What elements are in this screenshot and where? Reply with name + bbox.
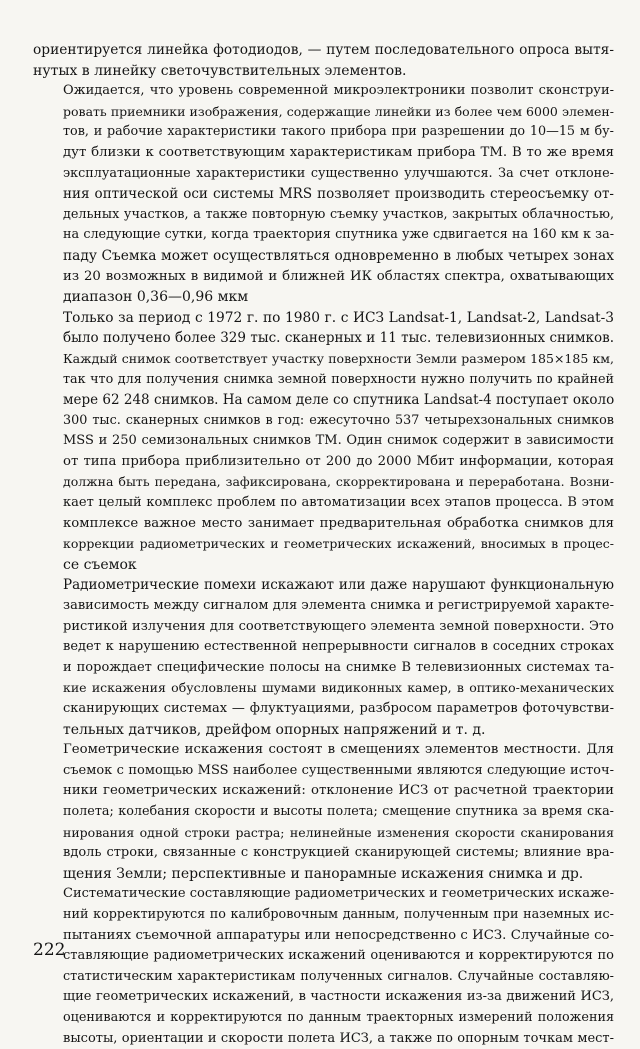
paragraph [33,40,614,81]
text-line: Ожидается, что уровень современной микроэлектроники позволит сконструи- [33,81,614,102]
text-line: Каждый снимок соответствует участку поверхности Земли размером 185×185 км, [33,349,614,370]
text-line: статистическим характеристикам полученных сигналов. Случайные составляю- [33,967,614,988]
text-line: на следующие сутки, когда траектория спутника уже сдвигается на 160 км к за- [33,225,614,246]
text-line: Радиометрические помехи искажают или даже нарушают функциональную [33,575,614,596]
text-line: се съемок [33,555,614,576]
text-line: полета; колебания скорости и высоты полета; смещение спутника за время ска- [33,802,614,823]
text-line: MSS и 250 семизональных снимков ТМ. Один снимок содержит в зависимости [33,431,614,452]
text-line: зависимость между сигналом для элемента снимка и регистрируемой характе- [33,596,614,617]
text-line: 300 тыс. сканерных снимков в год: ежесуточно 537 четырехзональных снимков [33,411,614,432]
text-line: кает целый комплекс проблем по автоматизации всех этапов процесса. В этом [33,493,614,514]
text-line: было получено более 329 тыс. сканерных и 11 тыс. телевизионных снимков. [33,328,614,349]
paragraph [33,575,614,740]
text-line: щения Земли; перспективные и панорамные искажения снимка и др. [33,864,614,885]
text-line: от типа прибора приблизительно от 200 до 2000 Мбит информации, которая [33,452,614,473]
paragraph [33,308,614,576]
text-line: нутых в линейку светочувствительных элементов. [33,61,614,82]
text-line: тельных датчиков, дрейфом опорных напряжений и т. д. [33,720,614,741]
text-line: ний корректируются по калибровочным данным, полученным при наземных ис- [33,905,614,926]
paragraph [33,740,614,884]
text-line: паду Съемка может осуществляться одновременно в любых четырех зонах [33,246,614,267]
text-line: тов, и рабочие характеристики такого прибора при разрешении до 10—15 м бу- [33,122,614,143]
paragraph [33,81,614,308]
text-line: ристикой излучения для соответствующего элемента земной поверхности. Это [33,617,614,638]
text-line: ники геометрических искажений: отклонение ИСЗ от расчетной траектории [33,781,614,802]
text-line: из 20 возможных в видимой и ближней ИК областях спектра, охватывающих [33,267,614,288]
text-line: дельных участков, а также повторную съемку участков, закрытых облачностью, [33,205,614,226]
text-line: эксплуатационные характеристики существенно улучшаются. За счет отклоне- [33,164,614,185]
text-line: и порождает специфические полосы на снимке В телевизионных системах та- [33,658,614,679]
text-line: ровать приемники изображения, содержащие линейки из более чем 6000 элемен- [33,102,614,123]
text-line: ведет к нарушению естественной непрерывности сигналов в соседних строках [33,637,614,658]
text-line: съемок с помощью MSS наиболее существенными являются следующие источ- [33,761,614,782]
text-line: диапазон 0,36—0,96 мкм [33,287,614,308]
page-number: 222 [33,940,65,961]
text-line: Систематические составляющие радиометрических и геометрических искаже- [33,884,614,905]
text-line: должна быть передана, зафиксирована, скорректирована и переработана. Возни- [33,472,614,493]
text-line: ния оптической оси системы MRS позволяет производить стереосъемку от- [33,184,614,205]
text-line: ориентируется линейка фотодиодов, — путем последовательного опроса вытя- [33,40,614,61]
text-line: Геометрические искажения состоят в смещениях элементов местности. Для [33,740,614,761]
text-line: оцениваются и корректируются по данным траекторных измерений положения [33,1008,614,1029]
text-line: щие геометрических искажений, в частности искажения из-за движений ИСЗ, [33,987,614,1008]
text-line: сканирующих системах — флуктуациями, разбросом параметров фоточувстви- [33,699,614,720]
text-line: нирования одной строки растра; нелинейные изменения скорости сканирования [33,823,614,844]
text-line: пытаниях съемочной аппаратуры или непосредственно с ИСЗ. Случайные со- [33,926,614,947]
text-line: коррекции радиометрических и геометрических искажений, вносимых в процес- [33,534,614,555]
text-line: мере 62 248 снимков. На самом деле со спутника Landsat-4 поступает около [33,390,614,411]
paragraph [33,884,614,1049]
text-line: дут близки к соответствующим характеристикам прибора ТМ. В то же время [33,143,614,164]
text-line: так что для получения снимка земной поверхности нужно получить по крайней [33,370,614,391]
text-line: кие искажения обусловлены шумами видиконных камер, в оптико-механических [33,678,614,699]
text-line: вдоль строки, связанные с конструкцией сканирующей системы; влияние вра- [33,843,614,864]
text-line: Только за период с 1972 г. по 1980 г. с ИСЗ Landsat-1, Landsat-2, Landsat-3 [33,308,614,329]
text-line: комплексе важное место занимает предварительная обработка снимков для [33,514,614,535]
text-line: ставляющие радиометрических искажений оцениваются и корректируются по [33,946,614,967]
text-line: высоты, ориентации и скорости полета ИСЗ, а также по опорным точкам мест- [33,1029,614,1049]
